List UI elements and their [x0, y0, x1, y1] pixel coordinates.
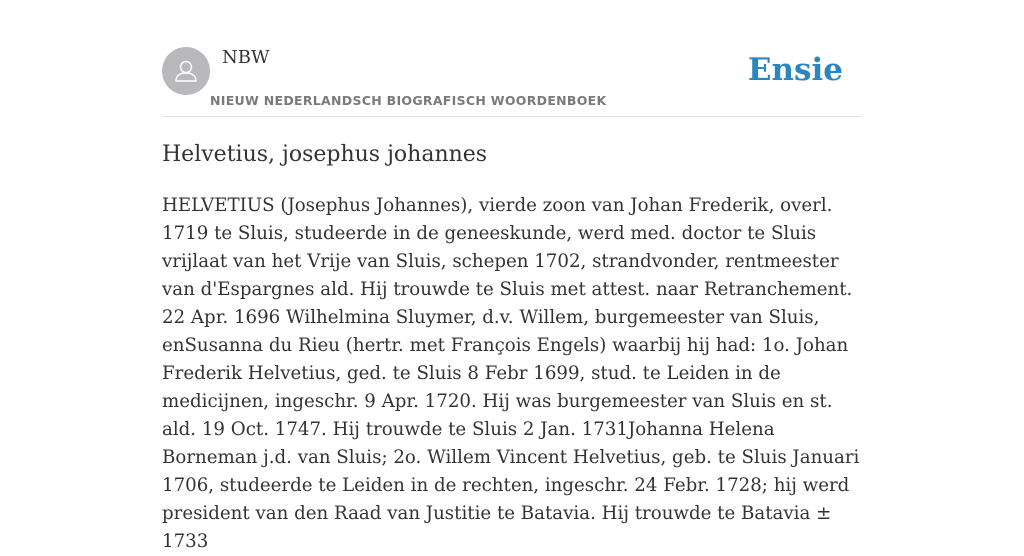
article-header	[162, 0, 862, 117]
avatar[interactable]	[162, 47, 210, 95]
article-body: HELVETIUS (Josephus Johannes), vierde zoon van Johan Frederik, overl. 1719 te Sluis, studeerde in de geneeskunde, werd med. doctor te Sluis vrijlaat van het Vrije van Sluis, schepen 1702, strandvonder, rentmeester van d'Espargnes ald. Hij trouwde te Sluis met attest. naar Retranchement. 22 Apr. 1696 Wilhelmina Sluymer, d.v. Willem, burgemeester van Sluis, enSusanna du Rieu (hertr. met François Engels) waarbij hij had: 1o. Johan Frederik Helvetius, ged. te Sluis 8 Febr 1699, stud. te Leiden in de medicijnen, ingeschr. 9 Apr. 1720. Hij was burgemeester van Sluis en st. ald. 19 Oct. 1747. Hij trouwde te Sluis 2 Jan. 1731Johanna Helena Borneman j.d. van Sluis; 2o. Willem Vincent Helvetius, geb. te Sluis Januari 1706, studeerde te Leiden in de rechten, ingeschr. 24 Febr. 1728; hij werd president van den Raad van Justitie te Batavia. Hij trouwde te Batavia ± 1733	[162, 195, 860, 552]
source-name[interactable]: NIEUW NEDERLANDSCH BIOGRAFISCH WOORDENBOEK	[210, 93, 607, 108]
article-card	[162, 0, 862, 552]
author-name[interactable]: NBW	[222, 47, 270, 68]
brand-logo[interactable]: Ensie	[747, 52, 843, 88]
user-icon	[171, 56, 201, 86]
article-title: Helvetius, josephus johannes	[162, 142, 488, 167]
